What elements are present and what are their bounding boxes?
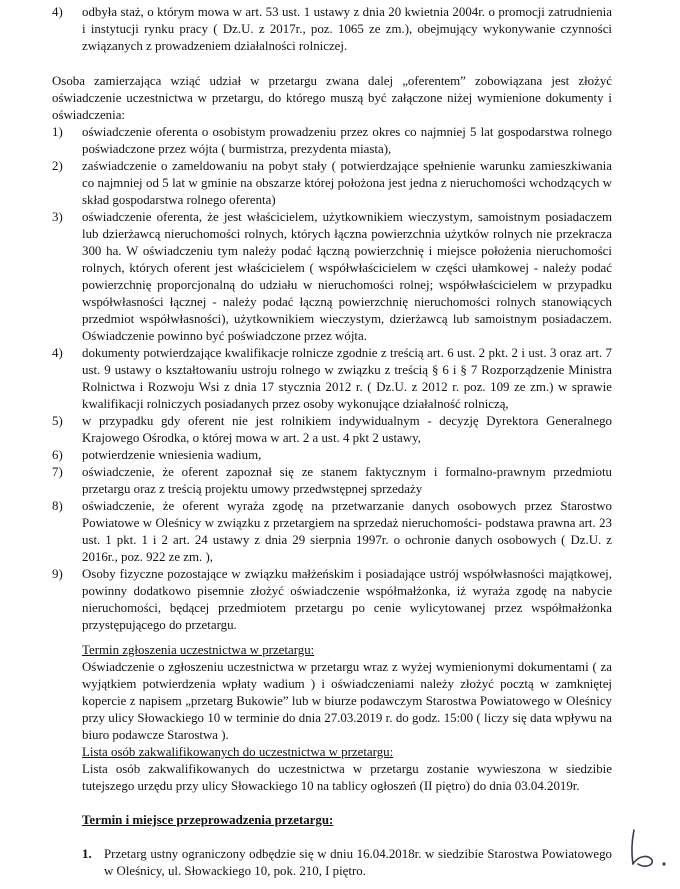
qualified-heading: Lista osób zakwalifikowanych do uczestnictwa w przetargu: (82, 745, 394, 759)
item-number: 5) (52, 414, 63, 428)
document-item (52, 498, 612, 566)
registration-section (82, 642, 612, 744)
document-item (52, 209, 612, 345)
venue-heading: Termin i miejsce przeprowadzenia przetargu: (82, 813, 334, 827)
item-number: 9) (52, 567, 63, 581)
item-number: 3) (52, 210, 63, 224)
item-text: Przetarg ustny ograniczony odbędzie się w dniu 16.04.2018r. w siedzibie Starostwa Powiatowego w Oleśnicy, ul. Słowackiego 10, pok. 210, I piętro. (104, 847, 612, 878)
requirement-item (52, 4, 612, 55)
qualified-text: Lista osób zakwalifikowanych do uczestnictwa w przetargu zostanie wywieszona w siedzibie tutejszego urzędu przy ulicy Słowackiego 10 na tablicy ogłoszeń (II piętro) do dnia 03.04.2019r. (82, 762, 612, 793)
document-item (52, 447, 612, 464)
venue-section (82, 812, 612, 829)
document-item (52, 345, 612, 413)
registration-text: Oświadczenie o zgłoszeniu uczestnictwa w przetargu wraz z wyżej wymienionymi dokumentami ( za wyjątkiem potwierdzenia wpłaty wadium ) i oświadczeniami należy złożyć pocztą w zamkniętej kopercie z napisem „przetarg Bukowie” lub w biurze podawczym Starostwa Powiatowego w Oleśnicy przy ulicy Słowackiego 10 w terminie do dnia 27.03.2019 r. do godz. 15:00 ( liczy się data wpływu na biuro podawcze Starostwa ). (82, 660, 612, 742)
document-item (52, 566, 612, 634)
handwritten-page-number (624, 826, 672, 870)
item-number: 7) (52, 465, 63, 479)
item-number: 2) (52, 159, 63, 173)
item-text: odbyła staż, o którym mowa w art. 53 ust. 1 ustawy z dnia 20 kwietnia 2004r. o promocji zatrudnienia i instytucji rynku pracy ( Dz.U. z 2017r., poz. 1065 ze zm.), obejmujący wykonywanie czynności związanych z prowadzeniem działalności rolniczej. (82, 5, 612, 53)
item-text: oświadczenie, że oferent zapoznał się ze stanem faktycznym i formalno-prawnym przedmiotu przetargu oraz z treścią projektu umowy przedwstępnej sprzedaży (82, 465, 612, 496)
document-item (52, 464, 612, 498)
document-item (52, 124, 612, 158)
item-text: dokumenty potwierdzające kwalifikacje rolnicze zgodnie z treścią art. 6 ust. 2 pkt. 2 i ust. 3 oraz art. 7 ust. 9 ustawy o kształtowaniu ustroju rolnego w związku z treścią § 6 i § 7 Rozporządzenie Ministra Rolnictwa i Rozwoju Wsi z dnia 17 stycznia 2012 r. ( Dz.U. z 2012 r. poz. 109 ze zm.) w sprawie kwalifikacji rolniczych posiadanych przez osoby wykonujące działalność rolniczą, (82, 346, 612, 411)
item-text: zaświadczenie o zameldowaniu na pobyt stały ( potwierdzające spełnienie warunku zamieszkiwania co najmniej od 5 lat w gminie na obszarze której położona jest jedna z nieruchomości wchodzących w skład gospodarstwa rolnego oferenta) (82, 159, 612, 207)
item-text: oświadczenie oferenta o osobistym prowadzeniu przez okres co najmniej 5 lat gospodarstwa rolnego poświadczone przez wójta ( burmistrza, prezydenta miasta), (82, 125, 612, 156)
item-text: oświadczenie, że oferent wyraża zgodę na przetwarzanie danych osobowych przez Starostwo Powiatowe w Oleśnicy w związku z przetargiem na sprzedaż nieruchomości- podstawa prawna art. 23 ust. 1 pkt. 1 i 2 art. 24 ustawy z dnia 29 sierpnia 1997r. o ochronie danych osobowych ( Dz.U. z 2016r., poz. 922 ze zm. ), (82, 499, 612, 564)
item-number: 1) (52, 125, 63, 139)
item-number: 6) (52, 448, 63, 462)
document-item (52, 413, 612, 447)
item-number: 4) (52, 346, 63, 360)
venue-item (82, 846, 612, 880)
qualified-section (82, 744, 612, 795)
item-number: 4) (52, 5, 63, 19)
item-number: 1. (82, 847, 92, 861)
intro-text: Osoba zamierzająca wziąć udział w przetargu zwana dalej „oferentem” zobowiązana jest złożyć oświadczenie uczestnictwa w przetargu, do którego muszą być załączone niżej wymienione dokumenty i oświadczenia: (52, 74, 612, 122)
item-text: potwierdzenie wniesienia wadium, (82, 448, 262, 462)
item-text: w przypadku gdy oferent nie jest rolnikiem indywidualnym - decyzję Dyrektora Generalnego Krajowego Ośrodka, o której mowa w art. 2 a ust. 4 pkt 2 ustawy, (82, 414, 612, 445)
item-number: 8) (52, 499, 63, 513)
document-item (52, 158, 612, 209)
registration-heading: Termin zgłoszenia uczestnictwa w przetargu: (82, 643, 315, 657)
item-text: Osoby fizyczne pozostające w związku małżeńskim i posiadające ustrój współwłasności majątkowej, powinny dodatkowo pisemnie złożyć oświadczenie współmałżonka, iż wyraża zgodę na nabycie nieruchomości, będącej przedmiotem przetargu po cenie wylicytowanej przez współmałżonka przystępującego do przetargu. (82, 567, 612, 632)
intro-paragraph (52, 73, 612, 124)
item-text: oświadczenie oferenta, że jest właścicielem, użytkownikiem wieczystym, samoistnym posiadaczem lub dzierżawcą nieruchomości rolnych, których łączna powierzchnia użytków rolnych nie przekracza 300 ha. W oświadczeniu tym należy podać łączną powierzchnię i miejsce położenia nieruchomości rolnych, których oferent jest właścicielem ( współwłaścicielem w części ułamkowej - należy podać powierzchnię proporcjonalną do udziału w nieruchomości rolnej; współwłaścicielem w przypadku współwłasności łącznej - należy podać łączną powierzchnię nieruchomości rolnych stanowiących przedmiot współwłasności), użytkownikiem wieczystym, dzierżawcą lub samoistnym posiadaczem. Oświadczenie powinno być poświadczone przez wójta. (82, 210, 612, 343)
